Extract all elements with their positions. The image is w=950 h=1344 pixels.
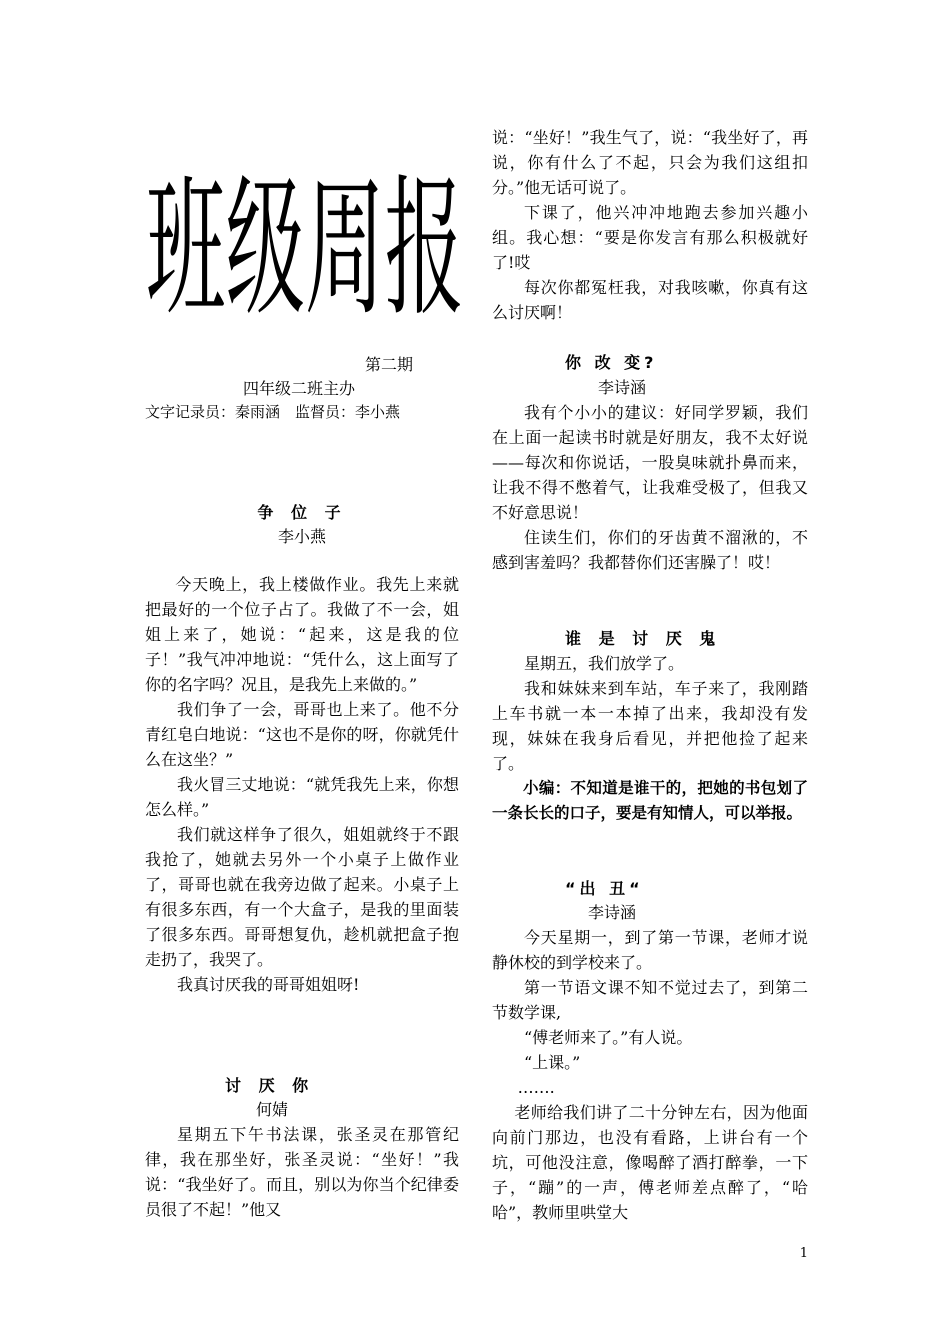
- article1-paragraph: 今天晚上，我上楼做作业。我先上来就把最好的一个位子占了。我做了不一会，姐姐上来了，她说：“起来，这是我的位子！”我气冲冲地说：“凭什么，这上面写了你的名字吗？况且，是我先上来做的。”: [145, 575, 459, 694]
- article4-title: 谁 是 讨 厌 鬼: [565, 629, 722, 648]
- masthead-title: [140, 160, 470, 335]
- svg-text:班级周报: 班级周报: [146, 160, 464, 335]
- article2-paragraph: 星期五下午书法课，张圣灵在那管纪律，我在那坐好，张圣灵说：“坐好！”我说：“我坐好了。而且，别以为你当个纪律委员很了不起！”他又: [145, 1125, 459, 1219]
- host-class: 四年级二班主办: [243, 379, 356, 398]
- article4-paragraph: 星期五，我们放学了。: [524, 654, 685, 673]
- issue-number: 第二期: [365, 355, 414, 374]
- article2-continued: [492, 125, 808, 325]
- article1-paragraph: 我火冒三丈地说：“就凭我先上来，你想怎么样。”: [145, 775, 459, 819]
- article5-author: 李诗涵: [588, 903, 637, 922]
- article5-ellipsis: …….: [517, 1078, 555, 1097]
- article2-paragraph: 下课了，他兴冲冲地跑去参加兴趣小组。我心想：“要是你发言有那么积极就好了!哎: [492, 203, 808, 272]
- page-number: 1: [799, 1246, 808, 1261]
- article2-paragraph: 说：“坐好！”我生气了，说：“我坐好了，再说，你有什么了不起，只会为我们这组扣分。”他无话可说了。: [492, 128, 808, 197]
- article1-body: [145, 572, 459, 997]
- article3-title: 你 改 变?: [565, 353, 658, 372]
- staff-line: 文字记录员：秦雨涵 监督员：李小燕: [145, 403, 401, 421]
- article2-title: 讨 厌 你: [225, 1076, 315, 1095]
- article1-paragraph: 我真讨厌我的哥哥姐姐呀!: [177, 975, 360, 994]
- article4-paragraph: 我和妹妹来到车站，车子来了，我刚踏上车书就一本一本掉了出来，我却没有发现，妹妹在我身后看见，并把他捡了起来了。: [492, 679, 808, 773]
- article5-paragraph: “傅老师来了。”有人说。: [524, 1028, 693, 1047]
- editor-note: 小编：不知道是谁干的，把她的书包划了一条长长的口子，要是有知情人，可以举报。: [492, 779, 808, 822]
- article3-paragraph: 我有个小小的建议：好同学罗颖，我们在上面一起读书时就是好朋友，我不太好说——每次和你说话，一股臭味就扑鼻而来，让我不得不憋着气，让我难受极了，但我又不好意思说！: [492, 403, 808, 522]
- article3-paragraph: 住读生们，你们的牙齿黄不溜湫的，不感到害羞吗？我都替你们还害臊了！哎！: [492, 528, 808, 572]
- article5-paragraph: 第一节语文课不知不觉过去了，到第二节数学课,: [492, 978, 808, 1022]
- article2-author: 何婧: [256, 1100, 289, 1119]
- article5-paragraph: 今天星期一，到了第一节课，老师才说静休校的到学校来了。: [492, 928, 808, 972]
- article5-paragraph: “上课。”: [524, 1053, 581, 1072]
- article1-author: 李小燕: [277, 527, 326, 546]
- article1-paragraph: 我们就这样争了很久，姐姐就终于不跟我抢了，她就去另外一个小桌子上做作业了，哥哥也就在我旁边做了起来。小桌子上有很多东西，有一个大盒子，是我的里面装了很多东西。哥哥想复仇，趁机就把盒子抱走扔了，我哭了。: [145, 825, 459, 969]
- article3-author: 李诗涵: [598, 378, 647, 397]
- article1-title: 争 位 子: [257, 503, 347, 522]
- article1-paragraph: 我们争了一会，哥哥也上来了。他不分青红皂白地说：“这也不是你的呀，你就凭什么在这坐？”: [145, 700, 459, 769]
- article5-title: “出 丑“: [565, 879, 644, 898]
- article2-paragraph: 每次你都冤枉我，对我咳嗽，你真有这么讨厌啊！: [492, 278, 808, 322]
- article5-paragraph: 老师给我们讲了二十分钟左右，因为他面向前门那边，也没有看路，上讲台有一个坑，可他没注意，像喝醉了酒打醉拳，一下子，“蹦”的一声，傅老师差点醉了，“哈哈”，教师里哄堂大: [492, 1103, 808, 1222]
